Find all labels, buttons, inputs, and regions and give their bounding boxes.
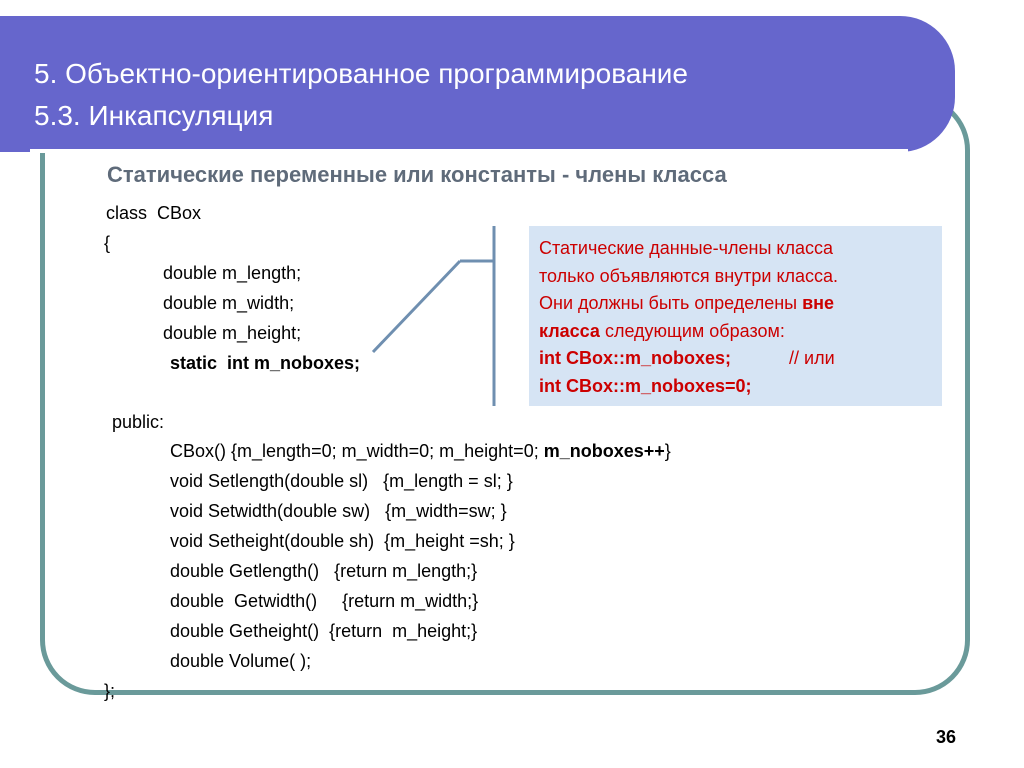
note-line	[539, 373, 932, 401]
note-line: Статические данные-члены класса	[539, 238, 833, 258]
note-text-bold: вне	[802, 293, 835, 313]
note-code: int CBox::m_noboxes;	[539, 348, 732, 368]
note-comment: // или	[789, 348, 835, 368]
code-text: CBox() {m_length=0; m_width=0; m_height=0;	[170, 441, 544, 461]
code-text-bold: m_noboxes++	[543, 441, 665, 461]
note-line	[539, 318, 932, 346]
code-line: void Setwidth(double sw) {m_width=sw; }	[170, 501, 507, 521]
code-line: };	[104, 681, 116, 701]
note-line: только объявляются внутри класса.	[539, 265, 839, 286]
code-line: {	[104, 233, 111, 253]
note-code: int CBox::m_noboxes=0;	[539, 375, 752, 396]
code-text: }	[664, 441, 671, 461]
note-text: следующим образом:	[599, 320, 785, 341]
code-line: class CBox	[106, 203, 202, 223]
code-line: void Setheight(double sh) {m_height =sh; }	[170, 531, 515, 551]
code-line: double m_width;	[163, 293, 295, 313]
page-number: 36	[936, 727, 957, 747]
code-line: public:	[112, 412, 165, 432]
note-text-bold: класса	[539, 320, 600, 341]
code-line: double m_height;	[163, 323, 302, 343]
code-line: static int m_noboxes;	[170, 353, 361, 373]
code-line: void Setlength(double sl) {m_length = sl; }	[170, 471, 513, 491]
code-line: double Getheight() {return m_height;}	[170, 621, 478, 641]
code-line: double Volume( );	[170, 651, 312, 671]
code-line: double Getwidth() {return m_width;}	[170, 591, 479, 611]
slide-title: 5. Объектно-ориентированное программирование	[34, 58, 689, 89]
note-line	[539, 345, 932, 373]
code-line: double m_length;	[163, 263, 302, 283]
note-line	[539, 290, 932, 318]
callout-note	[529, 226, 942, 406]
code-line: double Getlength() {return m_length;}	[170, 561, 478, 581]
note-text: Они должны быть определены	[539, 293, 803, 313]
section-heading: Статические переменные или константы - члены класса	[107, 162, 727, 187]
slide-subtitle-heading: 5.3. Инкапсуляция	[34, 100, 274, 131]
